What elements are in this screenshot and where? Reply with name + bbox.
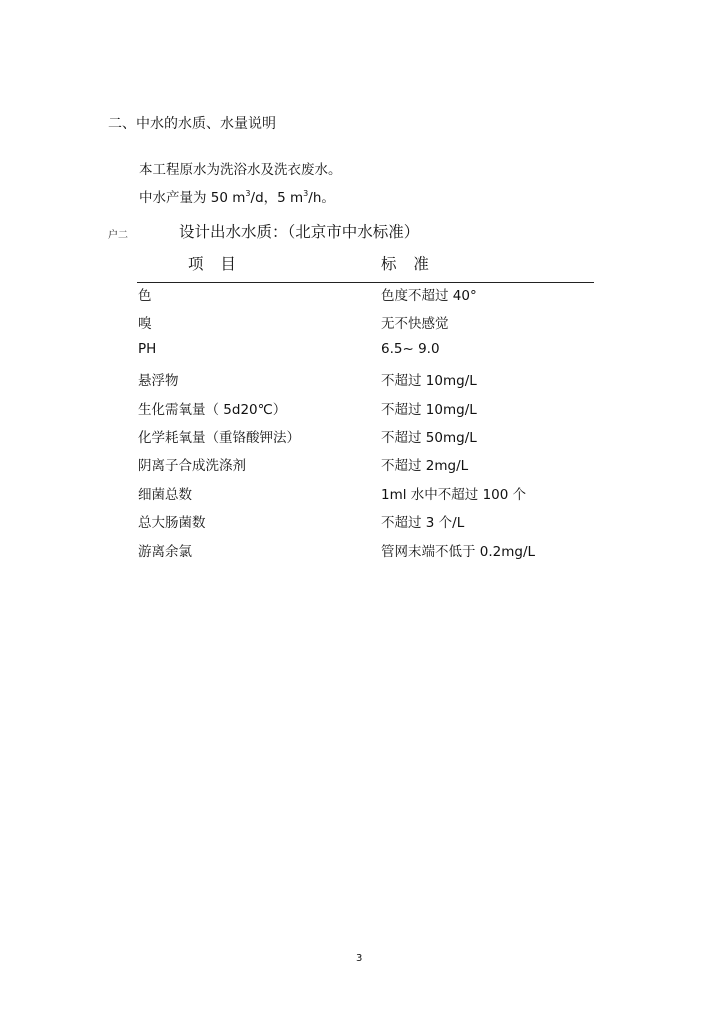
table-row: [0, 312, 724, 340]
row-standard: 1ml 水中不超过 100 个: [381, 486, 527, 503]
row-standard: 6.5~ 9.0: [381, 340, 440, 357]
row-standard: 不超过 10mg/L: [381, 373, 477, 390]
row-standard: 不超过 2mg/L: [381, 458, 469, 475]
row-item: 悬浮物: [138, 373, 179, 390]
paragraph-production: [139, 186, 335, 206]
row-standard: 不超过 3 个/L: [381, 515, 465, 532]
table-row: [0, 284, 724, 312]
table-marker: 户二: [108, 230, 128, 241]
production-superscript-2: 3: [303, 189, 309, 198]
quality-table-body: [0, 284, 724, 568]
paragraph-source-water: 本工程原水为洗浴水及洗衣废水。: [139, 162, 342, 178]
table-row: [0, 369, 724, 397]
table-row: [0, 511, 724, 539]
row-item: PH: [138, 340, 157, 357]
row-standard: 不超过 50mg/L: [381, 429, 477, 446]
row-standard: 色度不超过 40°: [381, 288, 477, 304]
row-standard: 无不快感觉: [381, 316, 449, 333]
production-text-1: 中水产量为 50 m: [139, 190, 246, 206]
column-header-item: 项 目: [188, 255, 236, 273]
production-text-2: /d，5 m: [250, 190, 304, 206]
row-item: 生化需氧量（ 5d20℃）: [138, 401, 287, 418]
header-rule: [137, 282, 594, 283]
table-row: [0, 540, 724, 568]
production-superscript-1: 3: [245, 189, 251, 198]
section-heading: 二、中水的水质、水量说明: [108, 116, 276, 132]
row-item: 总大肠菌数: [138, 515, 206, 532]
row-item: 化学耗氧量（重铬酸钾法）: [138, 429, 300, 446]
row-item: 游离余氯: [138, 543, 192, 560]
table-row: [0, 341, 724, 369]
table-title: 设计出水水质：（北京市中水标准）: [179, 223, 420, 241]
row-item: 嗅: [138, 316, 152, 333]
production-text-3: /h。: [308, 190, 335, 206]
row-item: 色: [138, 288, 152, 304]
table-row: [0, 454, 724, 482]
row-item: 细菌总数: [138, 486, 192, 503]
page-number: 3: [356, 953, 363, 964]
table-row: [0, 398, 724, 426]
row-item: 阴离子合成洗涤剂: [138, 458, 246, 475]
row-standard: 管网末端不低于 0.2mg/L: [381, 543, 536, 560]
row-standard: 不超过 10mg/L: [381, 401, 477, 418]
table-row: [0, 483, 724, 511]
column-header-standard: 标 准: [381, 255, 429, 273]
table-row: [0, 426, 724, 454]
